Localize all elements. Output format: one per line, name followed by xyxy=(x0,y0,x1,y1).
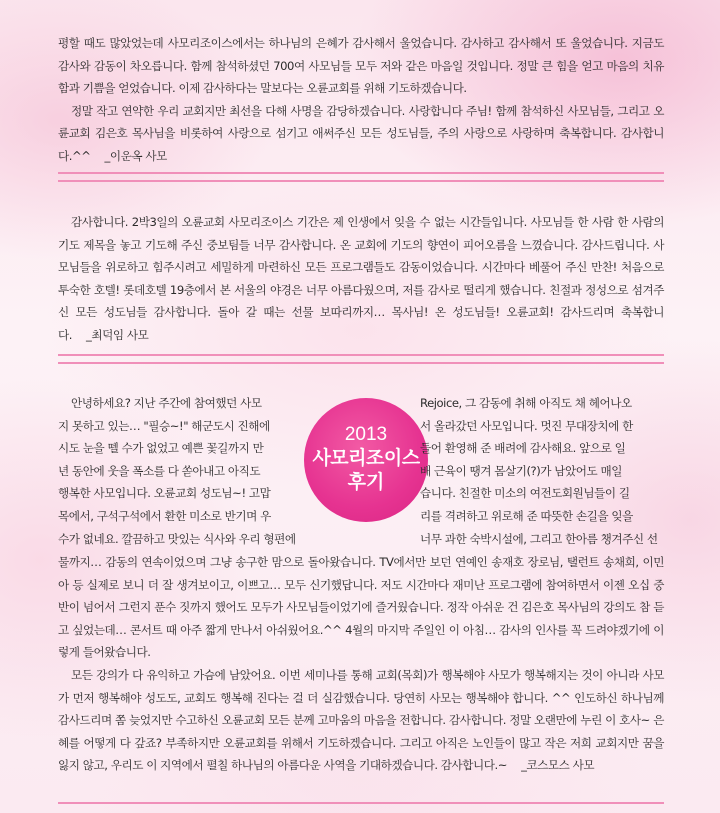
testimonial-2-signature: _최덕임 사모 xyxy=(86,327,149,342)
divider-2 xyxy=(58,354,664,356)
badge-subtitle: 후기 xyxy=(347,472,385,493)
testimonial-2-text: 감사합니다. 2박3일의 오륜교회 사모리조이스 기간은 제 인생에서 잊을 수 없는 시간들입니다. 사모님들 한 사람 한 사람의 기도 제목을 놓고 기도해 주신 중보팀들 너무 감사합니다. 온 교회에 기도의 향연이 피어오름을 느꼈습니다. 감사드립니다. 사모님들을 위로하고 힘주시려고 세밀하게 마련하신 모든 프로그램들도 감동이었습니다. 시간마다 베풀어 주신 만찬! 처음으로 투숙한 호텔! 롯데호텔 19층에서 본 서울의 야경은 너무 아름다웠으며, 저를 감사로 떨리게 했습니다. 친절과 정성으로 섬겨주신 모든 성도님들 감사합니다. 돌아 갈 때는 선물 보따리까지… 목사님! 온 성도님들! 오륜교회! 감사드리며 축복합니다. xyxy=(58,215,664,342)
testimonial-3-right-column xyxy=(420,392,664,528)
testimonial-3-left-column xyxy=(58,392,310,528)
testimonial-3-right-line: 리를 격려하고 위로해 준 따뜻한 손길을 잊을 xyxy=(420,508,633,523)
testimonial-3-left-line: 목에서, 구석구석에서 환한 미소로 반기며 우 xyxy=(58,508,271,523)
testimonial-1-paragraph-2-text: 정말 작고 연약한 우리 교회지만 최선을 다해 사명을 감당하겠습니다. 사랑합니다 주님! 함께 참석하신 사모님들, 그리고 오륜교회 김은호 목사님을 비롯하여 사랑으로 섬기고 애써주신 모든 성도님들, 주의 사랑으로 사랑하며 축복합니다. 감사합니다.^^ xyxy=(58,103,664,163)
divider-2b xyxy=(58,362,664,364)
testimonial-3-right-line: 습니다. 친절한 미소의 여전도회원님들이 길 xyxy=(420,486,630,501)
testimonial-3-signature: _코스모스 사모 xyxy=(521,758,595,773)
testimonial-2-paragraph xyxy=(58,211,664,347)
testimonial-3-left-line: 행복한 사모입니다. 오륜교회 성도님~! 고맙 xyxy=(58,486,271,501)
divider-1b xyxy=(58,180,664,182)
testimonial-1-paragraph-2 xyxy=(58,100,664,168)
testimonial-3-right-line: 들어 환영해 준 배려에 감사해요. 앞으로 일 xyxy=(420,441,626,456)
testimonial-3-left-line: 안녕하세요? 지난 주간에 참여했던 사모 xyxy=(71,396,262,410)
testimonial-3-paragraph-2-text: 모든 강의가 다 유익하고 가슴에 남았어요. 이번 세미나를 통해 교회(목회)가 행복해야 사모가 행복해지는 것이 아니라 사모가 먼저 행복해야 성도도, 교회도 행복해 진다는 걸 더 실감했습니다. 당연히 사모는 행복해야 합니다. ^^ 인도하신 하나님께 감사드리며 쫌 늦었지만 수고하신 오륜교회 모든 분께 고마움의 마음을 전합니다. 감사합니다. 정말 오랜만에 누린 이 호사~ 은혜를 어떻게 다 갚죠? 부족하지만 오륜교회를 위해서 기도하겠습니다. 그리고 아직은 노인들이 많고 작은 저희 교회지만 꿈을 잃지 않고, 우리도 이 지역에서 펼칠 하나님의 아름다운 사역을 기대하겠습니다. 감사합니다.~ xyxy=(58,667,664,773)
divider-3 xyxy=(58,802,664,804)
testimonial-3-left-line: 시도 눈을 뗄 수가 없었고 예쁜 꽃길까지 만 xyxy=(58,441,264,456)
testimonial-3-left-line: 지 못하고 있는… "필승~!" 해군도시 진해에 xyxy=(58,418,270,433)
testimonial-3-right-line: 서 올라갔던 사모입니다. 멋진 무대장치에 한 xyxy=(420,418,633,433)
testimonial-3-body xyxy=(58,551,664,777)
testimonial-3-left-line: 수가 없네요. 깔끔하고 맛있는 식사와 우리 형편에 xyxy=(58,532,296,546)
divider-1 xyxy=(58,172,664,174)
badge-title: 사모리조이스 xyxy=(312,448,420,469)
testimonial-3-paragraph-2 xyxy=(58,664,664,777)
testimonial-3-right-line: 너무 과한 숙박시설에, 그리고 한아름 챙겨주신 선 xyxy=(420,532,658,546)
testimonial-3-paragraph-1: 물까지… 감동의 연속이었으며 그냥 송구한 맘으로 돌아왔습니다. TV에서만 보던 연예인 송재호 장로님, 탤런트 송채희, 이민아 등 실제로 보니 더 잘 생겨보이고, 이쁘고… 모두 신기했답니다. 저도 시간마다 재미난 프로그램에 참여하면서 이젠 오십 중반이 넘어서 그런지 푼수 짓까지 했어도 모두가 사모님들이었기에 즐거웠습니다. 정작 아쉬운 건 김은호 목사님의 강의도 참 듣고 싶었는데… 콘서트 때 아주 짧게 만나서 아쉬웠어요.^^ 4월의 마지막 주일인 이 아침… 감사의 인사를 꼭 드려야겠기에 이렇게 들어왔습니다. xyxy=(58,555,664,660)
testimonial-3-right-line: 배 근육이 땡겨 몸살기(?)가 남았어도 매일 xyxy=(420,463,623,478)
testimonial-1-paragraph-1: 평할 때도 많았었는데 사모리조이스에서는 하나님의 은혜가 감사해서 울었습니다. 감사하고 감사해서 또 울었습니다. 지금도 감사와 감동이 차오릅니다. 함께 참석하셨던 700여 사모님들 모두 저와 같은 마음일 것입니다. 정말 큰 힘을 얻고 마음의 치유함과 기쁨을 얻었습니다. 이제 감사하다는 말보다는 오륜교회를 위해 기도하겠습니다. xyxy=(58,36,664,96)
testimonial-3-right-line: Rejoice, 그 감동에 취해 아직도 채 헤어나오 xyxy=(420,396,632,410)
testimonial-1-signature: _이운옥 사모 xyxy=(104,148,167,163)
testimonial-1 xyxy=(58,32,664,168)
event-badge xyxy=(304,398,428,522)
testimonial-3-left-line: 년 동안에 웃을 폭소를 다 쏟아내고 아직도 xyxy=(58,463,261,478)
badge-year: 2013 xyxy=(344,424,388,445)
testimonial-2 xyxy=(58,211,664,347)
testimonial-3-split-line xyxy=(58,528,664,551)
